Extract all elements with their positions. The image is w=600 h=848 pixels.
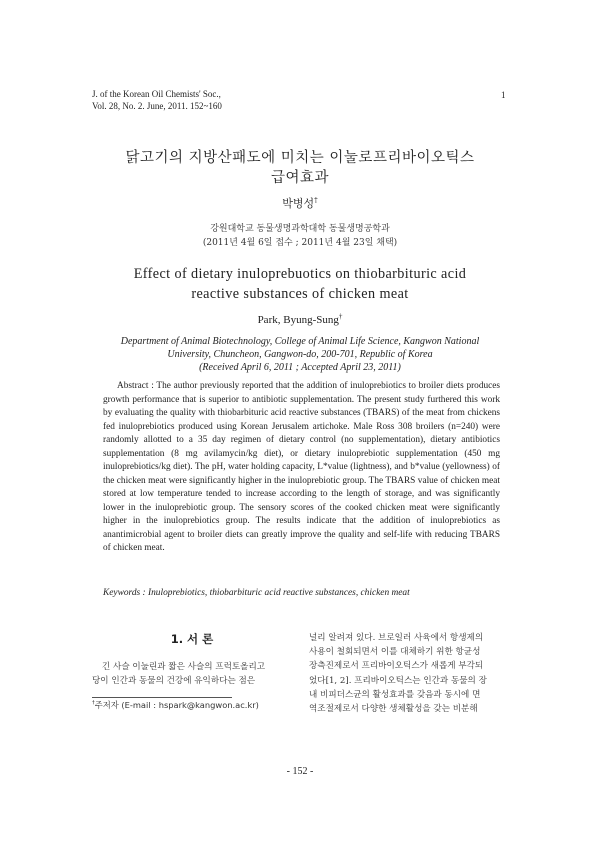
dates-korean: (2011년 4월 6일 접수 ; 2011년 4월 23일 채택) [202, 238, 398, 248]
page-footer: - 152 - [286, 766, 314, 777]
footnote [92, 700, 259, 711]
footnote-divider [92, 697, 232, 698]
abstract-label: Abstract [117, 381, 149, 391]
author-korean-name: 박병성 [282, 197, 315, 210]
footnote-mark: † [92, 700, 95, 707]
intro-left-line2: 당이 인간과 동물의 건강에 유익하다는 점은 [92, 676, 256, 686]
keywords-text: : Inuloprebiotics, thiobarbituric acid reactive substances, chicken meat [140, 588, 410, 598]
author-english [0, 313, 600, 327]
intro-right-line: 내 비피더스균의 활성효과를 갖음과 동시에 면 [309, 689, 481, 700]
intro-right-column [309, 631, 509, 716]
title-english-line1: Effect of dietary inuloprebuotics on thiobarbituric acid [133, 266, 467, 282]
received-dates-english: (Received April 6, 2011 ; Accepted April 23, 2011) [199, 362, 401, 373]
corresponding-mark: † [314, 195, 318, 205]
keywords-label: Keywords [103, 588, 141, 598]
author-english-name: Park, Byung-Sung [257, 314, 339, 326]
intro-right-line: 장측진제로서 프리바이오틱스가 새롭게 부각되 [309, 661, 484, 672]
affiliation-korean: 강원대학교 동물생명과학대학 동물생명공학과 [210, 224, 390, 234]
page-number: 1 [501, 90, 506, 100]
keywords [103, 587, 503, 600]
journal-name: J. of the Korean Oil Chemists' Soc., [92, 89, 221, 99]
intro-left-line1: 긴 사슬 이눌린과 짧은 사슬의 프럭토올리고 [102, 662, 266, 672]
abstract-separator: : [148, 381, 157, 391]
abstract-text: The author previously reported that the addition of inuloprebiotics to broiler diets produces growth performance that is superior to antibiotic supplementation. The present study furthered this work by evaluating the quality with thiobarbituric acid reactive substances (TBARS) of the meat from chickens fed inuloprebiotics produced using Korean Jerusalem artichoke. Male Ross 308 broilers (n=240) were randomly allotted to a 35 day regimen of dietary control (no supplementation), dietary antibiotics supplementation (8 mg avilamycin/kg diet), or dietary inuloprebiotic supplementation (450 mg inuloprebiotics/kg diet). The pH, water holding capacity, L*value (lightness), and b*value (yellowness) of the chicken meat were significantly higher in the inuloprebiotic group. The TBARS value of chicken meat stored at low temperature tended to increase according to the length of storage, and was significantly lower in the inuloprebiotic group. The sensory scores of the cooked chicken meat were significantly higher in the inuloprebiotics group. The results indicate that the addition of inuloprebiotics as anantimicrobial agent to broiler diets can greatly improve the quality and self-life with reducing TBARS of chicken meat. [103, 381, 500, 553]
section-heading-introduction: 1. 서 론 [170, 632, 214, 646]
title-korean-line1: 닭고기의 지방산패도에 미치는 이눌로프리바이오틱스 [125, 150, 475, 166]
title-english-line2: reactive substances of chicken meat [191, 286, 409, 302]
intro-right-line: 었다[1, 2]. 프리바이오틱스는 인간과 동물의 장 [309, 675, 487, 686]
title-korean-line2: 급여효과 [270, 170, 330, 186]
intro-right-line: 널리 알려져 있다. 브로일러 사육에서 항생제의 [309, 633, 484, 643]
affiliation-english-line1: Department of Animal Biotechnology, College of Animal Life Science, Kangwon National [120, 336, 480, 347]
intro-right-line: 사용이 철회되면서 이를 대체하기 위한 항균성 [309, 647, 481, 658]
abstract [103, 380, 500, 556]
author-korean [0, 197, 600, 211]
journal-volume: Vol. 28, No. 2. June, 2011. 152~160 [92, 101, 222, 111]
corresponding-mark-en: † [338, 312, 343, 321]
intro-right-line: 역조절제로서 다양한 생체활성을 갖는 비분해 [309, 704, 478, 715]
footnote-text: 주저자 (E-mail : hspark@kangwon.ac.kr) [94, 700, 259, 710]
affiliation-english-line2: University, Chuncheon, Gangwon-do, 200-701, Republic of Korea [167, 349, 433, 360]
